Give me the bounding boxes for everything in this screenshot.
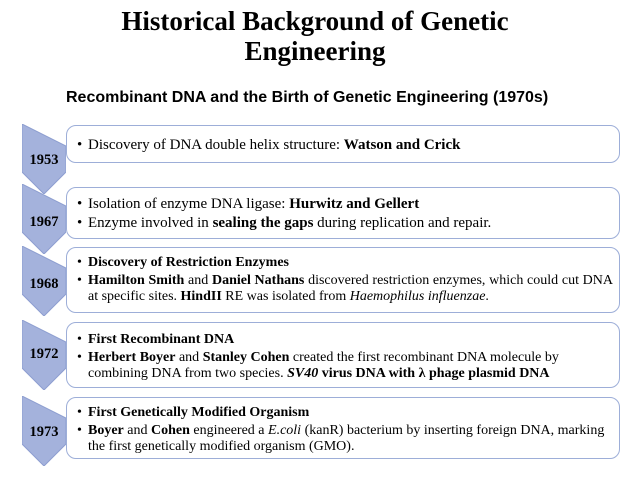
slide-title: Historical Background of Genetic Engineering (121, 6, 509, 66)
bullet-item: • Boyer and Cohen engineered a E.coli (kanR) bacterium by inserting foreign DNA, marking the first genetically modified organism (GMO). (77, 423, 605, 454)
bullet-item: • First Genetically Modified Organism (77, 405, 310, 420)
event-box (66, 125, 620, 163)
event-box (66, 322, 620, 388)
year-label: 1953 (29, 152, 59, 168)
year-label: 1968 (29, 276, 59, 292)
bullet-dot: • (77, 350, 82, 365)
bullet-dot: • (77, 137, 83, 153)
bullet-item: • Herbert Boyer and Stanley Cohen created the first recombinant DNA molecule by combining DNA from two species. SV40 virus DNA with λ phage plasmid DNA (77, 350, 559, 381)
bullet-item: • Hamilton Smith and Daniel Nathans discovered restriction enzymes, which could cut DNA at specific sites. HindII RE was isolated from Haemophilus influenzae. (77, 273, 614, 304)
event-box (66, 187, 620, 239)
bullet-item: • First Recombinant DNA (77, 332, 235, 347)
year-label: 1972 (29, 346, 59, 362)
bullet-dot: • (77, 255, 82, 270)
bullet-dot: • (77, 215, 83, 231)
year-label: 1973 (29, 424, 59, 440)
bullet-item: • Discovery of Restriction Enzymes (77, 255, 290, 270)
slide-subtitle: Recombinant DNA and the Birth of Genetic Engineering (1970s) (66, 89, 549, 106)
bullet-dot: • (77, 405, 82, 420)
event-box (66, 247, 620, 313)
bullet-item: • Isolation of enzyme DNA ligase: Hurwitz and Gellert (77, 196, 420, 212)
bullet-dot: • (77, 273, 82, 288)
bullet-dot: • (77, 332, 82, 347)
year-label: 1967 (29, 214, 59, 230)
bullet-dot: • (77, 423, 82, 438)
bullet-item: • Discovery of DNA double helix structure: Watson and Crick (77, 137, 461, 153)
bullet-item: • Enzyme involved in sealing the gaps during replication and repair. (77, 215, 492, 231)
event-box (66, 397, 620, 459)
bullet-dot: • (77, 196, 83, 212)
